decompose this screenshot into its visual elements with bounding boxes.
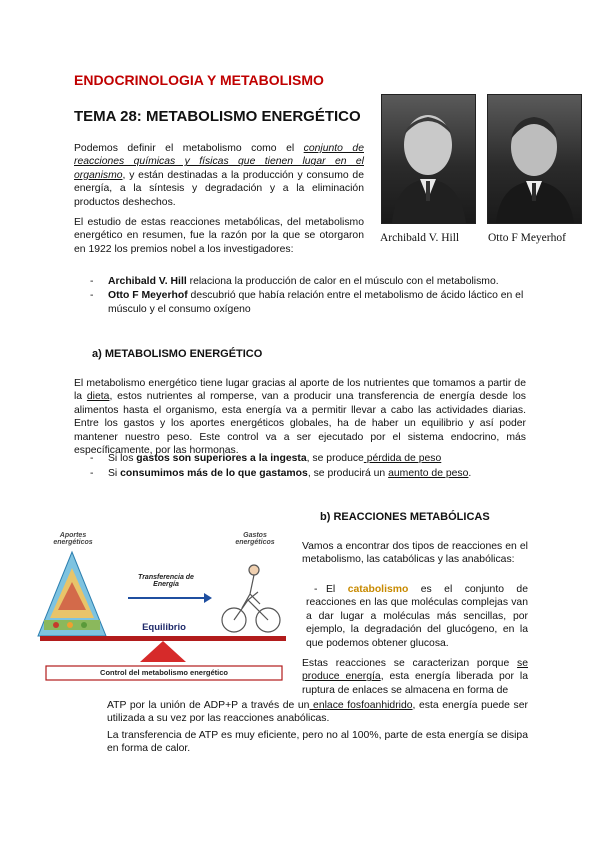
catabolismo-term: catabolismo bbox=[347, 584, 409, 595]
energy-balance-diagram bbox=[36, 528, 292, 686]
intro-paragraph-2: El estudio de estas reacciones metabólicas, del metabolismo energético en resumen, fue la razón por la que se otorgaron en 1922 los premios nobel a los investigadores: bbox=[74, 217, 364, 255]
list-item: - Otto F Meyerhof descubrió que había relación entre el metabolismo de ácido láctico en el músculo y el consumo oxígeno bbox=[86, 289, 526, 316]
cyclist-illustration bbox=[222, 565, 280, 632]
balance-fulcrum bbox=[140, 641, 186, 662]
section-a-heading: a) METABOLISMO ENERGÉTICO bbox=[92, 348, 263, 360]
hill-caption: Archibald V. Hill bbox=[380, 232, 460, 244]
catabolism-item: - El catabolismo es el conjunto de reacciones en las que moléculas complejas van a dar lugar a moléculas más sencillas, por ejemplo, la degradación del glucógeno, en la que podemos obtener glucosa. bbox=[306, 584, 528, 649]
section-b-paragraph-1: Vamos a encontrar dos tipos de reacciones en el metabolismo, las catabólicas y las anabólicas: bbox=[302, 541, 528, 566]
transferencia-label: Transferencia de Energía bbox=[138, 574, 194, 588]
equilibrio-label: Equilibrio bbox=[142, 622, 186, 633]
nobel-list bbox=[86, 275, 526, 316]
section-b-heading: b) REACCIONES METABÓLICAS bbox=[320, 511, 490, 523]
balance-beam bbox=[40, 636, 286, 641]
definition-link: conjunto de reacciones químicas y físicas que tienen lugar en el organismo bbox=[74, 143, 364, 181]
tema-title: TEMA 28: METABOLISMO ENERGÉTICO bbox=[74, 108, 361, 125]
meyerhof-caption: Otto F Meyerhof bbox=[488, 232, 566, 244]
section-b-paragraph-3: ATP por la unión de ADP+P a través de un enlace fosfoanhidrido, esta energía puede ser utilizada a su vez por las reacciones anabólicas. bbox=[107, 700, 528, 725]
intro-paragraph-1: Podemos definir el metabolismo como el conjunto de reacciones químicas y físicas que tienen lugar en el organismo, y están destinadas a la producción y consumo de energía, a la síntesis y degradación y a la eliminación productos deshechos. bbox=[74, 143, 364, 208]
list-item: - Si los gastos son superiores a la ingesta, se produce pérdida de peso bbox=[86, 452, 526, 465]
section-b-paragraph-4: La transferencia de ATP es muy eficiente, pero no al 100%, parte de esta energía se disipa en forma de calor. bbox=[107, 730, 528, 755]
list-item: - Archibald V. Hill relaciona la producción de calor en el músculo con el metabolismo. bbox=[86, 275, 526, 288]
list-item: - Si consumimos más de lo que gastamos, se producirá un aumento de peso. bbox=[86, 467, 526, 480]
section-a-paragraph: El metabolismo energético tiene lugar gracias al aporte de los nutrientes que tomamos a partir de la dieta, estos nutrientes al romperse, van a producir una transferencia de energía desde los alimentos hasta el organismo, esta energía va a permitir llevar a cabo las actividades diarias. Entre los gastos y los aportes energéticos globales, ha de haber un equilibrio y así poder mantener nuestro peso. Este control va a ser ejecutado por el sistema endocrino, más específicamente, por las hormonas. bbox=[74, 378, 527, 457]
control-label: Control del metabolismo energético bbox=[100, 668, 228, 677]
section-b-paragraph-2: Estas reacciones se caracterizan porque se produce energía, esta energía liberada por la ruptura de enlaces se almacena en forma de bbox=[302, 658, 528, 696]
weight-list bbox=[86, 452, 526, 481]
aportes-label: Aportes energéticos bbox=[53, 532, 93, 546]
subject-title: ENDOCRINOLOGIA Y METABOLISMO bbox=[74, 72, 324, 88]
meyerhof-photo bbox=[487, 94, 582, 224]
gastos-label: Gastos energéticos bbox=[235, 532, 275, 546]
hill-photo bbox=[381, 94, 476, 224]
